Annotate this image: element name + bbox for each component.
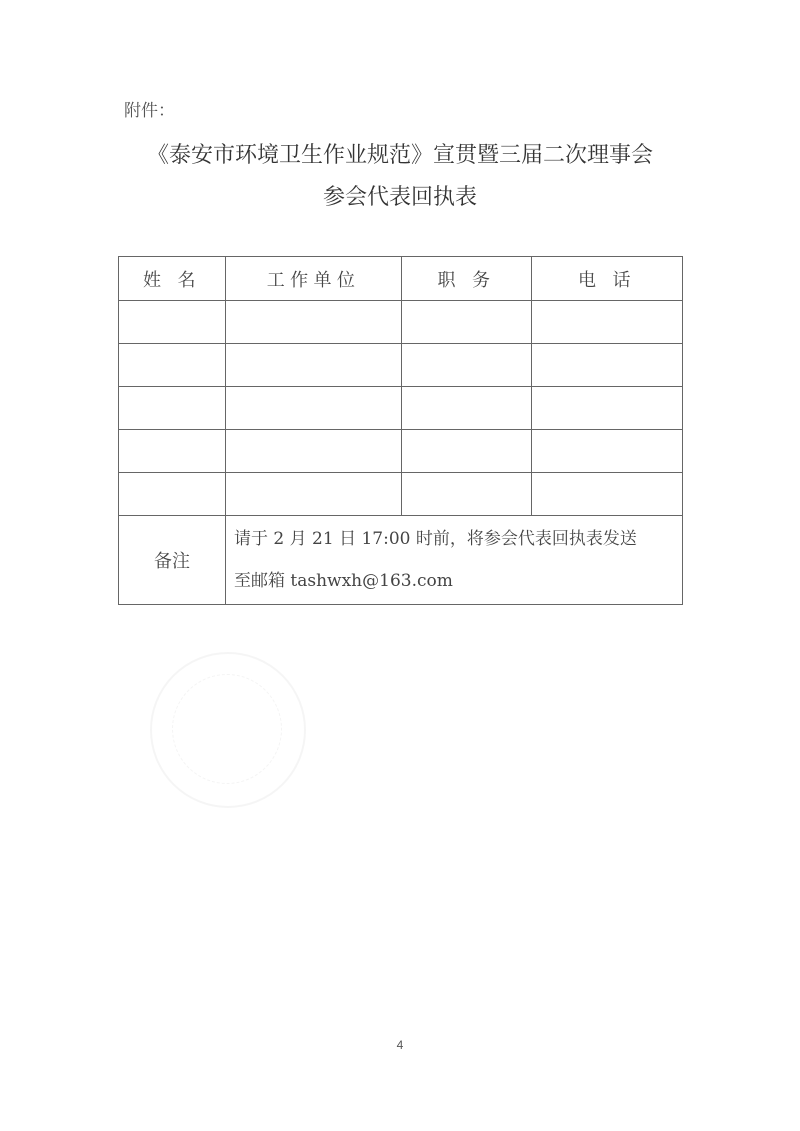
name-cell[interactable] <box>119 473 226 516</box>
work-unit-cell[interactable] <box>226 473 402 516</box>
phone-cell[interactable] <box>532 344 683 387</box>
table-row <box>119 430 683 473</box>
header-position: 职 务 <box>402 257 532 301</box>
header-work-unit: 工作单位 <box>226 257 402 301</box>
position-cell[interactable] <box>402 301 532 344</box>
table-header-row <box>119 257 683 301</box>
position-cell[interactable] <box>402 473 532 516</box>
work-unit-cell[interactable] <box>226 430 402 473</box>
work-unit-cell[interactable] <box>226 344 402 387</box>
page-number: 4 <box>396 1038 404 1052</box>
remark-row <box>119 516 683 605</box>
remark-label: 备注 <box>119 516 226 605</box>
position-cell[interactable] <box>402 344 532 387</box>
header-phone: 电 话 <box>532 257 683 301</box>
work-unit-cell[interactable] <box>226 301 402 344</box>
reply-form-table <box>118 256 683 605</box>
remark-line2: 至邮箱 tashwxh@163.com <box>234 571 453 591</box>
name-cell[interactable] <box>119 344 226 387</box>
table-row <box>119 387 683 430</box>
table-row <box>119 344 683 387</box>
name-cell[interactable] <box>119 387 226 430</box>
position-cell[interactable] <box>402 387 532 430</box>
attachment-label: 附件： <box>124 101 175 121</box>
work-unit-cell[interactable] <box>226 387 402 430</box>
table-row <box>119 473 683 516</box>
document-title-line1: 《泰安市环境卫生作业规范》宣贯暨三届二次理事会 <box>146 143 653 168</box>
name-cell[interactable] <box>119 430 226 473</box>
remark-line1: 请于 2 月 21 日 17:00 时前，将参会代表回执表发送 <box>234 529 637 549</box>
faint-seal-stamp <box>150 652 306 808</box>
table-row <box>119 301 683 344</box>
document-title-line2: 参会代表回执表 <box>322 185 477 210</box>
phone-cell[interactable] <box>532 301 683 344</box>
phone-cell[interactable] <box>532 387 683 430</box>
name-cell[interactable] <box>119 301 226 344</box>
remark-text <box>226 516 683 605</box>
header-name: 姓 名 <box>119 257 226 301</box>
seal-inner-ring <box>172 674 282 784</box>
position-cell[interactable] <box>402 430 532 473</box>
phone-cell[interactable] <box>532 473 683 516</box>
phone-cell[interactable] <box>532 430 683 473</box>
